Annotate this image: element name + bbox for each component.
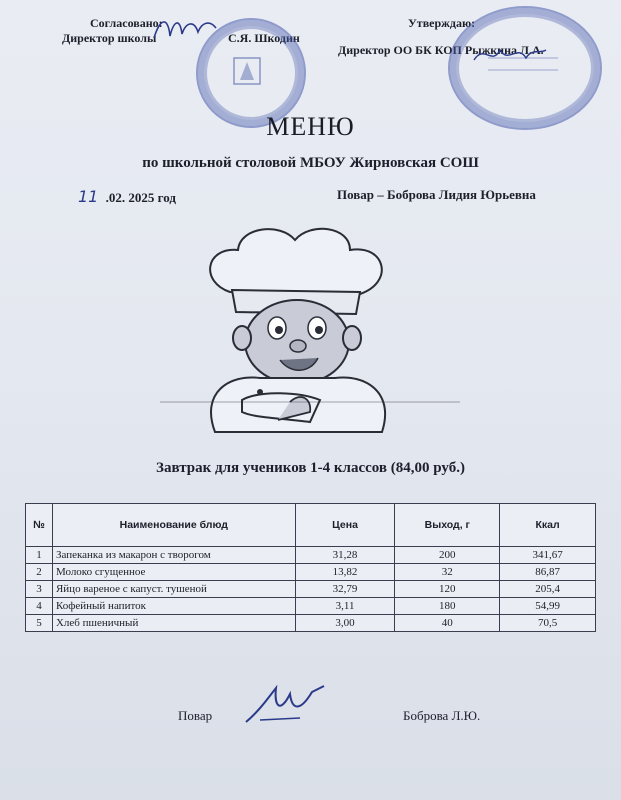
agreed-label: Согласовано: — [90, 16, 163, 30]
signature-name: Боброва Л.Ю. — [403, 708, 481, 723]
table-row — [26, 581, 596, 598]
table-header-row — [26, 504, 596, 547]
row-price: 13,82 — [295, 564, 395, 581]
approver-signature-icon — [470, 40, 550, 70]
table-row — [26, 598, 596, 615]
row-yield: 32 — [395, 564, 500, 581]
row-kcal: 86,87 — [500, 564, 596, 581]
row-dish-name: Яйцо вареное с капуст. тушеной — [52, 581, 295, 598]
header-kcal: Ккал — [500, 504, 596, 547]
approved-label: Утверждаю: — [408, 16, 476, 30]
row-dish-name: Кофейный напиток — [52, 598, 295, 615]
row-yield: 120 — [395, 581, 500, 598]
row-number: 4 — [26, 598, 53, 615]
row-kcal: 70,5 — [500, 615, 596, 632]
header-dish-name: Наименование блюд — [52, 504, 295, 547]
row-number: 3 — [26, 581, 53, 598]
table-row — [26, 615, 596, 632]
agreed-role: Директор школы — [62, 31, 157, 45]
meal-heading: Завтрак для учеников 1-4 классов (84,00 руб.) — [156, 460, 465, 476]
page-title: МЕНЮ — [266, 112, 355, 141]
row-dish-name: Молоко сгущенное — [52, 564, 295, 581]
table-row — [26, 547, 596, 564]
row-number: 2 — [26, 564, 53, 581]
row-dish-name: Запеканка из макарон с творогом — [52, 547, 295, 564]
row-price: 32,79 — [295, 581, 395, 598]
row-kcal: 205,4 — [500, 581, 596, 598]
menu-table — [25, 503, 596, 632]
agreed-name: С.Я. Шкодин — [228, 31, 300, 45]
row-yield: 180 — [395, 598, 500, 615]
header-number: № — [26, 504, 53, 547]
header-yield: Выход, г — [395, 504, 500, 547]
signature-role: Повар — [178, 708, 213, 723]
cook-line: Повар – Боброва Лидия Юрьевна — [337, 187, 536, 202]
row-price: 3,11 — [295, 598, 395, 615]
row-number: 5 — [26, 615, 53, 632]
row-number: 1 — [26, 547, 53, 564]
date-day-handwritten: 11 — [78, 187, 99, 206]
header-price: Цена — [295, 504, 395, 547]
row-kcal: 54,99 — [500, 598, 596, 615]
menu-date — [78, 187, 176, 206]
approved-role-name: Директор ОО БК КОП Рыжкина Л.А. — [338, 43, 544, 57]
row-price: 3,00 — [295, 615, 395, 632]
date-rest: .02. 2025 год — [105, 190, 176, 205]
row-yield: 40 — [395, 615, 500, 632]
page-subtitle: по школьной столовой МБОУ Жирновская СОШ — [142, 155, 479, 171]
cook-signature-icon — [240, 680, 330, 730]
row-price: 31,28 — [295, 547, 395, 564]
row-kcal: 341,67 — [500, 547, 596, 564]
row-dish-name: Хлеб пшеничный — [52, 615, 295, 632]
row-yield: 200 — [395, 547, 500, 564]
chef-illustration-icon — [160, 222, 460, 437]
table-row — [26, 564, 596, 581]
